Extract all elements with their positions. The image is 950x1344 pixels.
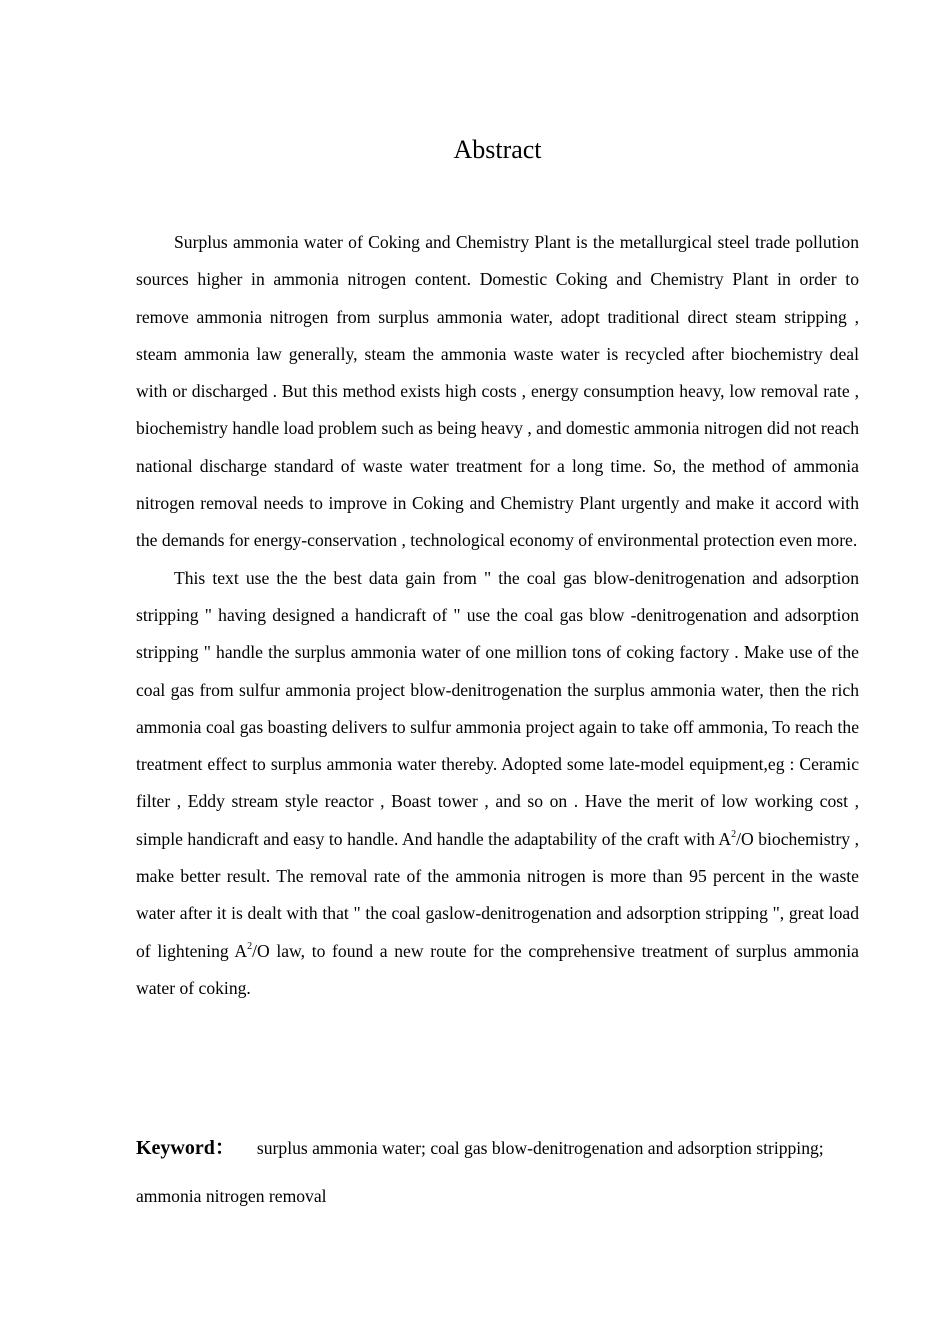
abstract-paragraph-1: Surplus ammonia water of Coking and Chemistry Plant is the metallurgical steel trade pollution sources higher in ammonia nitrogen content. Domestic Coking and Chemistry Plant in order to remove ammonia nitrogen from surplus ammonia water, adopt traditional direct steam stripping , steam ammonia law generally, steam the ammonia waste water is recycled after biochemistry deal with or discharged . But this method exists high costs , energy consumption heavy, low removal rate , biochemistry handle load problem such as being heavy , and domestic ammonia nitrogen did not reach national discharge standard of waste water treatment for a long time. So, the method of ammonia nitrogen removal needs to improve in Coking and Chemistry Plant urgently and make it accord with the demands for energy-conservation , technological economy of environmental protection even more. bbox=[136, 232, 859, 551]
keywords-label: Keyword： bbox=[136, 1137, 235, 1159]
keywords-section bbox=[136, 1124, 859, 1220]
abstract-title: Abstract bbox=[453, 135, 542, 164]
superscript-2: 2 bbox=[247, 940, 253, 952]
abstract-body bbox=[136, 224, 859, 1007]
paragraph-2-text-part-1: This text use the the best data gain from " the coal gas blow-denitrogenation and adsorption stripping " having designed a handicraft of " use the coal gas blow -denitrogenation and adsorption stripping " handle the surplus ammonia water of one million tons of coking factory . Make use of the coal gas from sulfur ammonia project blow-denitrogenation the surplus ammonia water, then the rich ammonia coal gas boasting delivers to sulfur ammonia project again to take off ammonia, To reach the treatment effect to surplus ammonia water thereby. Adopted some late-model equipment,eg : Ceramic filter , Eddy stream style reactor , Boast tower , and so on . Have the merit of low working cost , simple handicraft and easy to handle. And handle the adaptability of the craft with A bbox=[136, 567, 859, 849]
superscript-2: 2 bbox=[731, 828, 737, 840]
paragraph-2-text-part-2: /O biochemistry , make better result. The removal rate of the ammonia nitrogen is more than 95 percent in the waste water after it is dealt with that " the coal gaslow-denitrogenation and adsorption stripping ", great load of lightening A bbox=[136, 828, 860, 961]
abstract-paragraph-2 bbox=[136, 560, 859, 1008]
paragraph-2-text-part-3: /O law, to found a new route for the comprehensive treatment of surplus ammonia water of coking. bbox=[136, 940, 859, 998]
keywords-text: surplus ammonia water; coal gas blow-denitrogenation and adsorption stripping; ammonia nitrogen removal bbox=[136, 1138, 824, 1206]
